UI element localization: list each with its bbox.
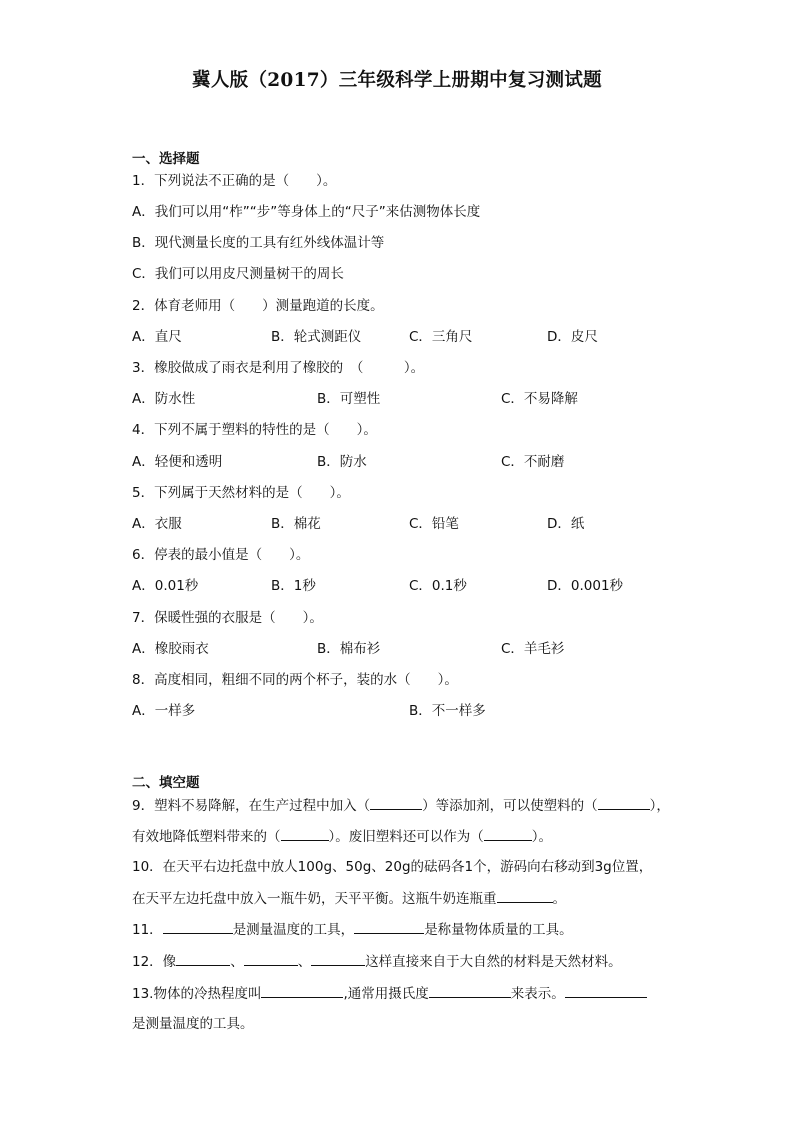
question-8-stem: 8．高度相同，粗细不同的两个杯子，装的水（ ）。 (132, 672, 458, 688)
question-9-line-2 (132, 827, 552, 846)
question-13-text-1: 13.物体的冷热程度叫 (132, 986, 262, 1002)
question-9-text-1: 9．塑料不易降解，在生产过程中加入（ (132, 798, 371, 814)
question-5-options (132, 515, 692, 533)
question-2-option-a: A．直尺 (132, 329, 182, 345)
question-11-text-3: 是称量物体质量的工具。 (424, 922, 573, 938)
question-12-text-2: 、 (230, 954, 244, 970)
question-1-option-a: A．我们可以用“柞”“步”等身体上的“尺子”来估测物体长度 (132, 204, 481, 220)
page-title: 冀人版（2017）三年级科学上册期中复习测试题 (192, 70, 602, 91)
question-12 (132, 952, 622, 971)
question-11-text-2: 是测量温度的工具， (232, 922, 355, 938)
question-12-text-3: 、 (297, 954, 312, 970)
question-3-option-c: C．不易降解 (501, 391, 578, 407)
question-3-option-b: B．可塑性 (317, 391, 381, 407)
question-5-option-c: C．铅笔 (409, 516, 459, 532)
question-8-option-b: B．不一样多 (409, 703, 486, 719)
question-3-option-a: A．防水性 (132, 391, 196, 407)
answer-blank[interactable] (244, 952, 298, 966)
answer-blank[interactable] (281, 827, 329, 841)
answer-blank[interactable] (370, 796, 422, 810)
question-5-stem: 5．下列属于天然材料的是（ ）。 (132, 485, 350, 501)
question-9-text-6: ）。 (531, 829, 552, 845)
question-7-options (132, 640, 692, 658)
question-5-option-a: A．衣服 (132, 516, 182, 532)
answer-blank[interactable] (598, 796, 650, 810)
question-2-option-b: B．轮式测距仪 (271, 329, 362, 345)
question-11-text-1: 11． (132, 922, 163, 938)
question-7-option-c: C．羊毛衫 (501, 641, 565, 657)
answer-blank[interactable] (176, 952, 230, 966)
question-3-stem: 3．橡胶做成了雨衣是利用了橡胶的 （ ）。 (132, 360, 425, 376)
question-7-option-b: B．棉布衫 (317, 641, 381, 657)
question-6-stem: 6．停表的最小值是（ ）。 (132, 547, 310, 563)
question-8-options (132, 702, 692, 720)
question-6-option-d: D．0.001秒 (547, 578, 624, 594)
question-9-text-4: 有效地降低塑料带来的（ (132, 829, 281, 845)
question-7-stem: 7．保暖性强的衣服是（ ）。 (132, 610, 323, 626)
question-2-stem: 2．体育老师用（ ）测量跑道的长度。 (132, 298, 384, 314)
question-4-option-b: B．防水 (317, 454, 367, 470)
question-12-text-4: 这样直接来自于大自然的材料是天然材料。 (365, 954, 622, 970)
question-11 (132, 920, 573, 939)
question-13-text-2: ,通常用摄氏度 (343, 986, 429, 1002)
answer-blank[interactable] (311, 952, 365, 966)
question-4-options (132, 453, 692, 471)
question-5-option-d: D．纸 (547, 516, 585, 532)
question-13-line-2: 是测量温度的工具。 (132, 1016, 254, 1032)
question-10-line-2 (132, 889, 566, 908)
answer-blank[interactable] (497, 889, 553, 903)
question-4-option-c: C．不耐磨 (501, 454, 565, 470)
question-12-text-1: 12．像 (132, 954, 177, 970)
question-10-text-2: 。 (552, 891, 566, 907)
question-6-option-b: B．1秒 (271, 578, 316, 594)
question-2-options (132, 328, 692, 346)
question-9-line-1 (132, 796, 670, 815)
question-13-line-1 (132, 984, 647, 1003)
section-heading-fill: 二、填空题 (132, 775, 200, 791)
answer-blank[interactable] (163, 920, 233, 934)
answer-blank[interactable] (429, 984, 511, 998)
question-4-option-a: A．轻便和透明 (132, 454, 223, 470)
section-heading-choice: 一、选择题 (132, 151, 200, 167)
question-10-line-1: 10．在天平右边托盘中放人100g、50g、20g的砝码各1个，游码向右移动到3g位置， (132, 859, 653, 875)
question-1-option-c: C．我们可以用皮尺测量树干的周长 (132, 266, 344, 282)
question-2-option-d: D．皮尺 (547, 329, 598, 345)
question-6-option-c: C．0.1秒 (409, 578, 467, 594)
question-13-text-3: 来表示。 (510, 986, 565, 1002)
question-9-text-3: ）， (649, 798, 670, 814)
answer-blank[interactable] (261, 984, 343, 998)
question-8-option-a: A．一样多 (132, 703, 196, 719)
question-3-options (132, 390, 692, 408)
answer-blank[interactable] (484, 827, 532, 841)
question-6-option-a: A．0.01秒 (132, 578, 199, 594)
question-4-stem: 4．下列不属于塑料的特性的是（ ）。 (132, 422, 377, 438)
question-1-option-b: B．现代测量长度的工具有红外线体温计等 (132, 235, 385, 251)
question-5-option-b: B．棉花 (271, 516, 321, 532)
question-9-text-5: ）。废旧塑料还可以作为（ (328, 829, 484, 845)
question-7-option-a: A．橡胶雨衣 (132, 641, 209, 657)
answer-blank[interactable] (354, 920, 424, 934)
question-6-options (132, 577, 692, 595)
question-1-stem: 1．下列说法不正确的是（ ）。 (132, 173, 337, 189)
answer-blank[interactable] (565, 984, 647, 998)
question-10-text-1: 在天平左边托盘中放入一瓶牛奶，天平平衡。这瓶牛奶连瓶重 (132, 891, 497, 907)
question-2-option-c: C．三角尺 (409, 329, 473, 345)
question-9-text-2: ）等添加剂，可以使塑料的（ (422, 798, 598, 814)
